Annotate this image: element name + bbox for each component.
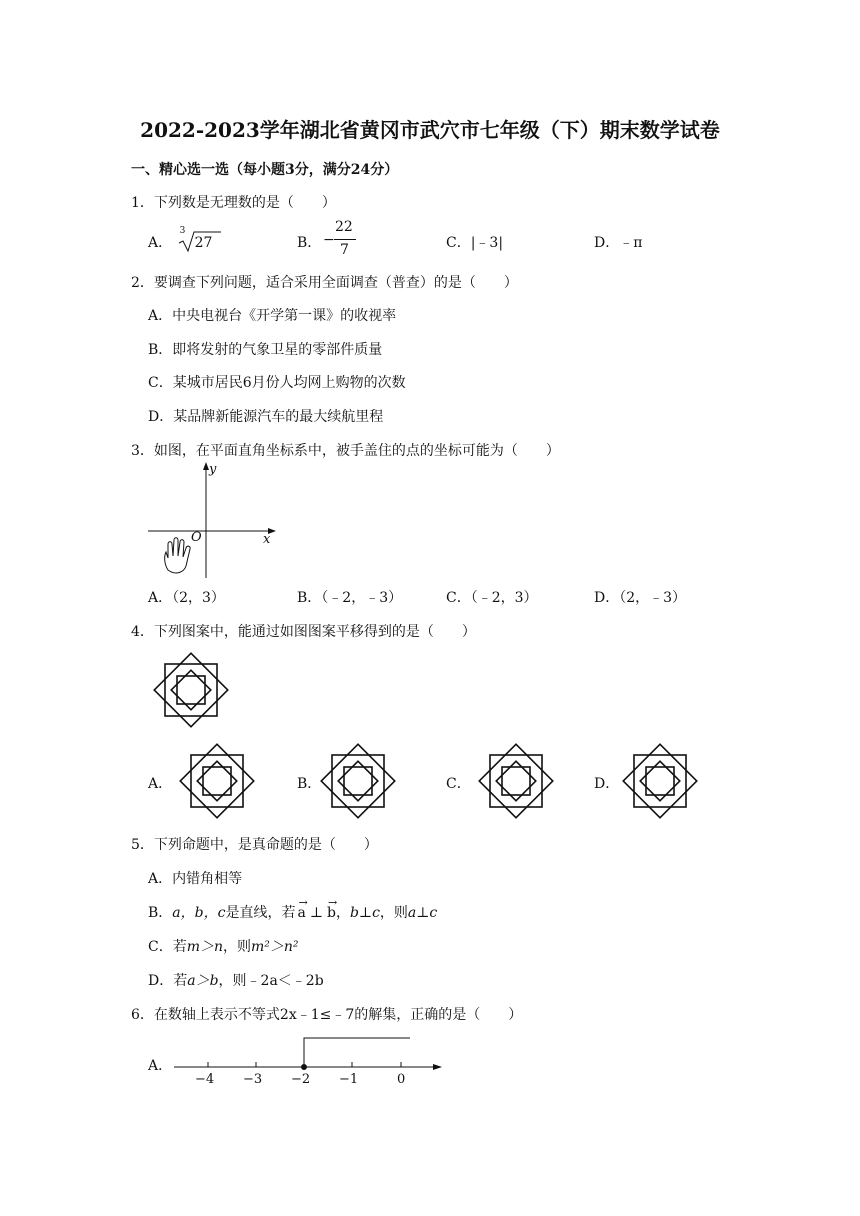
q4-reference-pattern [151,650,231,730]
q4-option-c-label: C． [446,776,471,792]
q2-option-b: B．即将发射的气象卫星的零部件质量 [148,342,383,358]
q1-numerator: 22 [335,219,353,235]
q1-fraction [321,219,361,263]
q1-option-b-label: B． [297,235,322,251]
vector-b: → b [326,896,338,921]
section-heading: 一、精心选一选（每小题3分，满分24分） [131,162,399,178]
question-1-stem: 1．下列数是无理数的是（ ） [131,195,336,211]
q1-root-index: 3 [179,226,186,236]
q2-option-d: D．某品牌新能源汽车的最大续航里程 [148,409,384,425]
x-axis-label: x [263,532,271,547]
q4-option-d-pattern [620,741,700,821]
hand-icon [165,538,190,573]
q1-option-b [297,232,321,252]
q5-c-conclusion: m²＞n² [251,939,299,955]
q3-option-b: B．（﹣2，﹣3） [297,590,403,606]
q1-option-c: C．|﹣3| [446,235,504,251]
q5-c-pre: C．若 [148,939,187,955]
q5-d-cond: a＞b [187,973,219,989]
q5-b-vars: a，b，c [172,905,226,921]
q2-option-c: C．某城市居民6月份人均网上购物的次数 [148,375,406,391]
q3-option-c: C．（﹣2，3） [446,590,538,606]
page-title: 2022-2023学年湖北省黄冈市武穴市七年级（下）期末数学试卷 [140,118,720,142]
solid-point-icon [301,1064,307,1070]
q3-option-a: A．（2，3） [148,590,225,606]
q1-radicand: 27 [194,235,213,251]
q5-b-cond: b⊥c [349,905,380,921]
q4-option-a-label: A． [148,776,173,792]
vector-arrow-icon: → [298,896,308,909]
tick-label: −2 [291,1072,311,1087]
q1-option-a-label: A． [148,235,173,251]
coordinate-plane-figure [146,460,286,580]
q4-option-b-label: B． [297,776,322,792]
vector-arrow-icon: → [327,896,338,909]
q5-option-a: A．内错角相等 [148,871,243,887]
q5-option-b [148,896,438,922]
q3-option-d: D．（2，﹣3） [594,590,687,606]
tick-label: −3 [243,1072,263,1087]
question-5-stem: 5．下列命题中，是真命题的是（ ） [131,837,378,853]
q5-c-then: ，则 [223,939,252,955]
question-3-stem: 3．如图，在平面直角坐标系中，被手盖住的点的坐标可能为（ ） [131,443,560,459]
q1-denominator: 7 [340,242,349,258]
tick-label: 0 [397,1072,406,1087]
question-2-stem: 2．要调查下列问题，适合采用全面调查（普查）的是（ ） [131,275,518,291]
q5-option-c [148,936,299,956]
q1-option-a [148,226,227,254]
q5-d-conclusion: ，则﹣2a＜﹣2b [218,973,324,989]
q1-option-d: D．﹣π [594,235,643,251]
perp-symbol: ⊥ [309,905,323,921]
q6-option-a-label: A． [148,1058,173,1074]
q4-option-b-pattern [318,741,398,821]
q5-b-conclusion: a⊥c [407,905,438,921]
q5-option-d [148,970,324,990]
question-6-stem: 6．在数轴上表示不等式2x﹣1≤﹣7的解集，正确的是（ ） [131,1007,523,1023]
q5-b-mid: 是直线，若 [225,905,296,921]
q5-b-label: B． [148,905,173,921]
vector-a: → a [297,896,308,921]
q5-c-cond: m＞n [186,939,224,955]
q4-option-c-pattern [476,741,556,821]
q5-d-pre: D．若 [148,973,188,989]
q1-cube-root [177,226,227,254]
question-4-stem: 4．下列图案中，能通过如图图案平移得到的是（ ） [131,624,476,640]
q4-option-a-pattern [177,741,257,821]
y-axis-label: y [209,462,217,477]
q5-b-then: ，则 [379,905,408,921]
q5-b-sep: ， [335,905,350,921]
origin-label: O [191,530,202,545]
tick-label: −1 [339,1072,359,1087]
fraction-bar [334,239,356,240]
tick-label: −4 [195,1072,215,1087]
q1-minus-sign: − [323,232,335,248]
q2-option-a: A．中央电视台《开学第一课》的收视率 [148,308,397,324]
q4-option-d-label: D． [594,776,620,792]
